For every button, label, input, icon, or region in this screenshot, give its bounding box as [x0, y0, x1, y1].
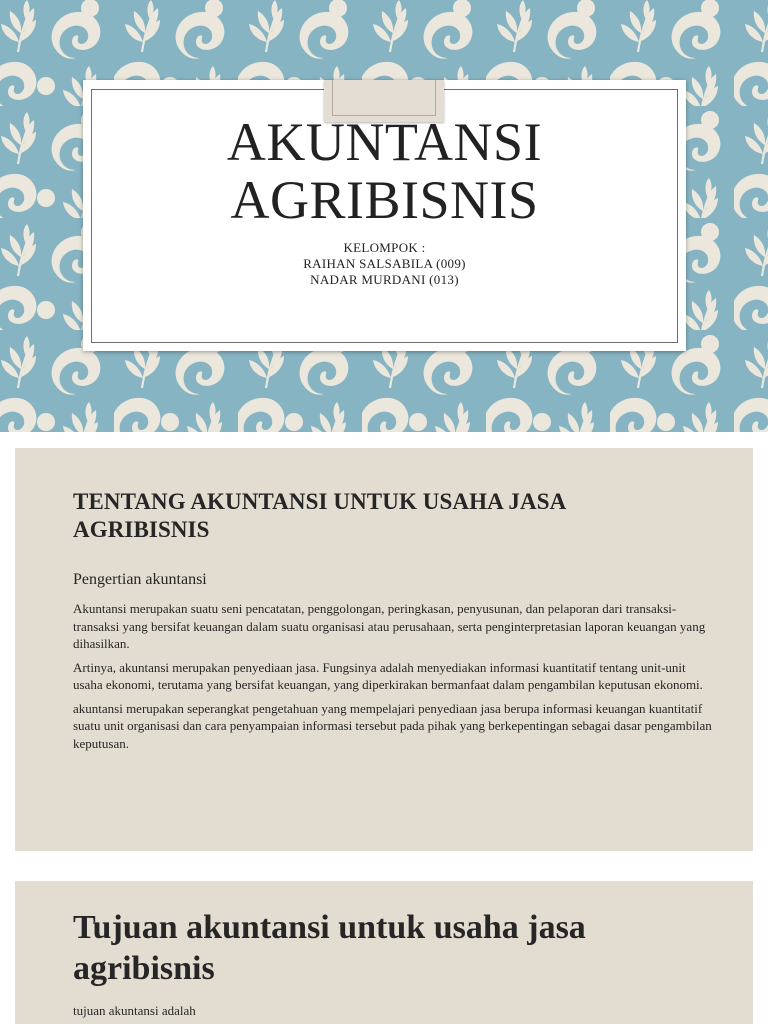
paragraph: akuntansi merupakan seperangkat pengetahuan yang mempelajari penyediaan jasa berupa informasi keuangan kuantitatif suatu unit organisasi dan cara penyampaian informasi tersebut pada pihak yang berkepentingan sebagai dasar pengambilan keputusan. — [73, 700, 712, 751]
content-slide-tujuan — [15, 881, 753, 1024]
subtitle — [83, 240, 686, 288]
slide-body: tujuan akuntansi adalah — [73, 1003, 196, 1018]
subtitle-member-2: NADAR MURDANI (013) — [310, 272, 459, 287]
main-title-line-2: AGRIBISNIS — [230, 170, 539, 230]
title-slide — [0, 0, 768, 432]
paragraph: Artinya, akuntansi merupakan penyediaan jasa. Fungsinya adalah menyediakan informasi kuantitatif tentang unit-unit usaha ekonomi, terutama yang bersifat keuangan, yang diperkirakan bermanfaat dalam pengambilan keputusan ekonomi. — [73, 659, 703, 692]
main-title-line-1: AKUNTANSI — [226, 112, 543, 172]
slide-body — [73, 600, 713, 758]
slide-subheading: Pengertian akuntansi — [73, 571, 207, 588]
paragraph: Akuntansi merupakan suatu seni pencatatan, penggolongan, peringkasan, penyusunan, dan pelaporan dari transaksi-transaksi yang bersifat keuangan dalam suatu organisasi atau perusahaan, serta penginterpretasian laporan keuangan yang dihasilkan. — [73, 601, 706, 651]
subtitle-member-1: RAIHAN SALSABILA (009) — [303, 256, 466, 271]
title-card — [83, 80, 686, 351]
content-slide-pengertian — [15, 448, 753, 851]
slide-heading: TENTANG AKUNTANSI UNTUK USAHA JASA AGRIBISNIS — [73, 489, 566, 542]
main-title — [83, 113, 686, 229]
slide-heading: Tujuan akuntansi untuk usaha jasa agribisnis — [73, 909, 586, 987]
subtitle-group-label: KELOMPOK : — [343, 240, 426, 255]
